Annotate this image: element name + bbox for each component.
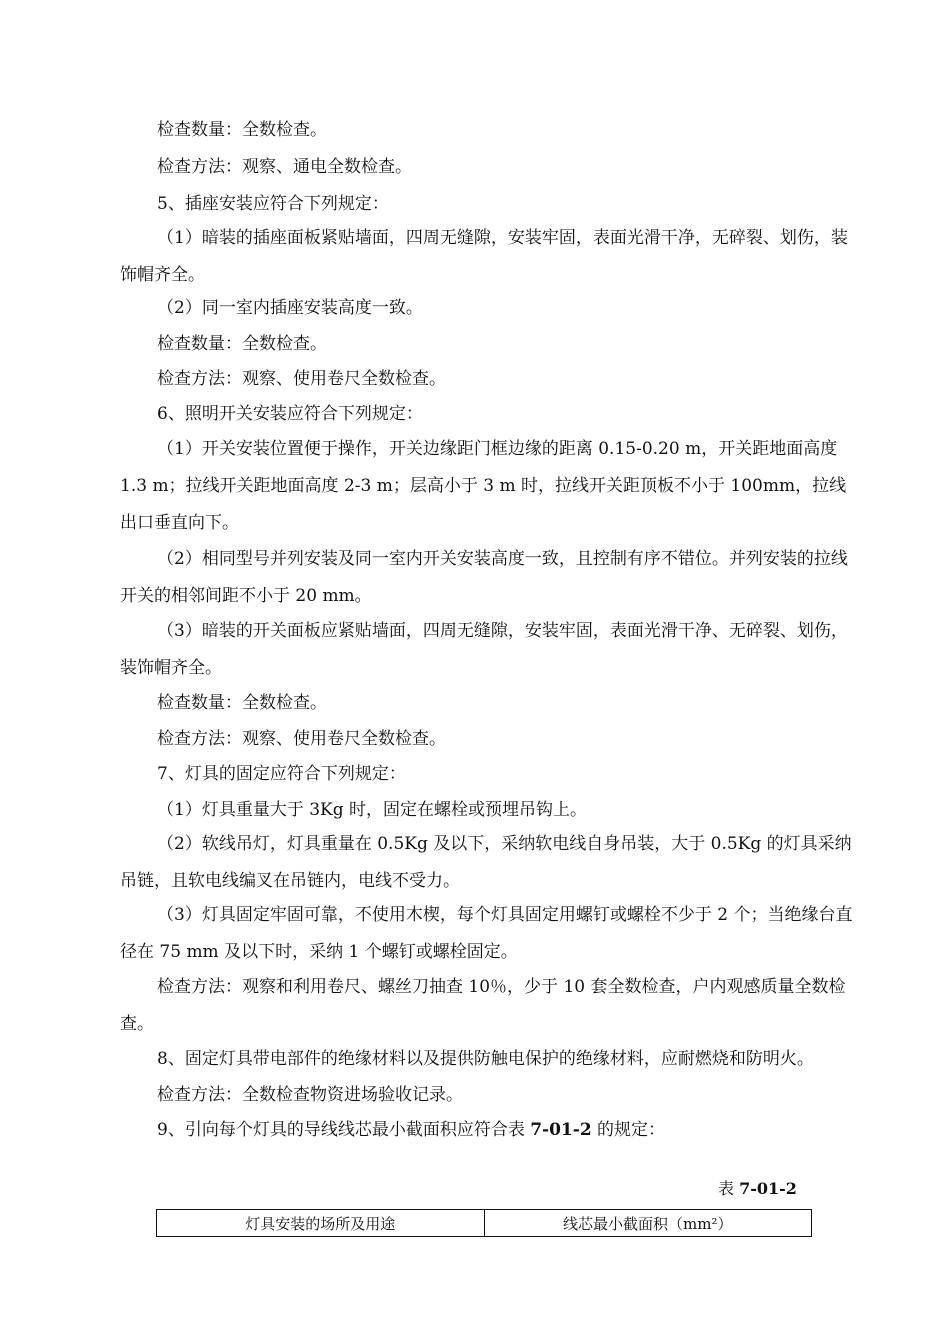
paragraph-text: 9、引向每个灯具的导线线芯最小截面积应符合表 xyxy=(157,1120,531,1140)
paragraph: 检查方法：全数检查物资进场验收记录。 xyxy=(157,1085,463,1105)
spec-table xyxy=(156,1209,812,1237)
paragraph: 检查方法：观察和利用卷尺、螺丝刀抽查 10％，少于 10 套全数检查，户内观感质量全数检查。 xyxy=(120,977,846,1034)
table-caption-number: 7-01-2 xyxy=(739,1179,797,1198)
paragraph: （1）暗装的插座面板紧贴墙面，四周无缝隙，安装牢固，表面光滑干净，无碎裂、划伤，装饰帽齐全。 xyxy=(120,228,848,285)
paragraph-table-reference xyxy=(120,1112,860,1149)
table-header-cell: 灯具安装的场所及用途 xyxy=(157,1210,485,1237)
table-header-row xyxy=(157,1210,812,1237)
paragraph: （2）相同型号并列安装及同一室内开关安装高度一致，且控制有序不错位。并列安装的拉线开关的相邻间距不小于 20 mm。 xyxy=(120,549,848,606)
paragraph: 7、灯具的固定应符合下列规定： xyxy=(157,764,406,784)
paragraph: （3）暗装的开关面板应紧贴墙面，四周无缝隙，安装牢固，表面光滑干净、无碎裂、划伤，装饰帽齐全。 xyxy=(120,621,848,678)
paragraph: 检查数量：全数检查。 xyxy=(157,120,327,140)
paragraph: （1）开关安装位置便于操作，开关边缘距门框边缘的距离 0.15-0.20 m，开关距地面高度 1.3 m；拉线开关距地面高度 2-3 m；层高小于 3 m 时，拉线开关距顶板不小于 100mm，拉线出口垂直向下。 xyxy=(120,439,847,533)
paragraph: 检查方法：观察、通电全数检查。 xyxy=(157,157,412,177)
paragraph: 检查方法：观察、使用卷尺全数检查。 xyxy=(157,369,446,389)
table-header-cell: 线芯最小截面积（mm²） xyxy=(484,1210,812,1237)
paragraph: 5、插座安装应符合下列规定： xyxy=(157,194,389,214)
paragraph-text: 的规定： xyxy=(591,1120,666,1140)
paragraph: （2）同一室内插座安装高度一致。 xyxy=(157,298,423,318)
paragraph: 检查数量：全数检查。 xyxy=(157,693,327,713)
paragraph: 检查数量：全数检查。 xyxy=(157,334,327,354)
table-caption-label: 表 xyxy=(718,1179,740,1198)
paragraph: （1）灯具重量大于 3Kg 时，固定在螺栓或预埋吊钩上。 xyxy=(157,800,588,820)
table-reference: 7-01-2 xyxy=(530,1120,592,1140)
paragraph: （2）软线吊灯，灯具重量在 0.5Kg 及以下，采纳软电线自身吊装，大于 0.5Kg 的灯具采纳吊链，且软电线编叉在吊链内，电线不受力。 xyxy=(120,834,852,891)
paragraph: 检查方法：观察、使用卷尺全数检查。 xyxy=(157,729,446,749)
paragraph: 6、照明开关安装应符合下列规定： xyxy=(157,404,423,424)
paragraph: （3）灯具固定牢固可靠，不使用木楔，每个灯具固定用螺钉或螺栓不少于 2 个；当绝缘台直径在 75 mm 及以下时，采纳 1 个螺钉或螺栓固定。 xyxy=(120,905,853,962)
table-caption xyxy=(718,1176,797,1199)
paragraph: 8、固定灯具带电部件的绝缘材料以及提供防触电保护的绝缘材料，应耐燃烧和防明火。 xyxy=(157,1049,814,1069)
